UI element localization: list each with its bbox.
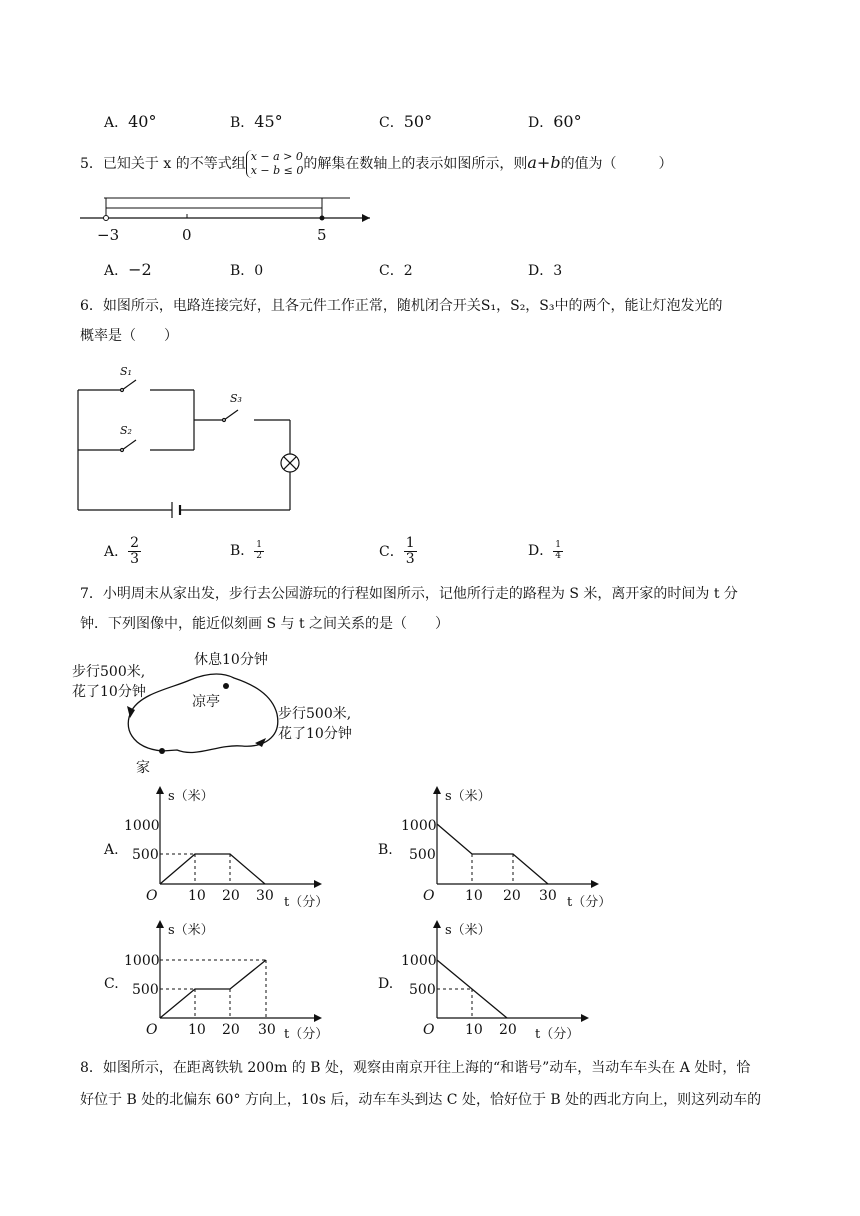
svg-text:t（分）: t（分）: [567, 895, 612, 910]
graph-a[interactable]: [118, 780, 338, 910]
svg-text:5: 5: [317, 226, 327, 244]
svg-text:20: 20: [222, 888, 240, 904]
svg-text:O: O: [423, 888, 435, 904]
svg-text:30: 30: [258, 1022, 276, 1038]
svg-text:10: 10: [188, 1022, 206, 1038]
q5-option-d[interactable]: D．3: [528, 263, 563, 279]
circuit-diagram: [76, 358, 306, 523]
svg-text:−3: −3: [97, 226, 120, 244]
svg-text:20: 20: [503, 888, 521, 904]
svg-text:500: 500: [409, 982, 436, 998]
svg-text:500: 500: [409, 847, 436, 863]
q4-option-b[interactable]: B．45°: [230, 112, 283, 131]
svg-text:O: O: [423, 1022, 435, 1038]
q8-stem-line2: 好位于 B 处的北偏东 60° 方向上，10s 后，动车车头到达 C 处，恰好位于 B 处的西北方向上，则这列动车的: [80, 1092, 762, 1108]
svg-text:1000: 1000: [401, 818, 437, 834]
q5-option-c[interactable]: C．2: [379, 263, 413, 279]
route-map: [72, 648, 372, 778]
svg-text:家: 家: [136, 760, 150, 776]
q4-option-a[interactable]: A．40°: [104, 112, 157, 131]
graph-a-label[interactable]: A.: [104, 842, 119, 858]
graph-d-label[interactable]: D.: [378, 976, 394, 992]
svg-text:凉亭: 凉亭: [192, 694, 220, 710]
svg-text:1000: 1000: [401, 953, 437, 969]
svg-text:S₃: S₃: [230, 392, 242, 405]
svg-text:s（米）: s（米）: [445, 923, 491, 938]
svg-text:花了10分钟: 花了10分钟: [72, 684, 146, 700]
svg-text:1000: 1000: [124, 818, 160, 834]
q6-option-a[interactable]: A． $\frac{2}{3}$: [104, 535, 140, 568]
number-line-figure: [80, 190, 380, 250]
svg-text:花了10分钟: 花了10分钟: [278, 726, 352, 742]
svg-text:步行500米,: 步行500米,: [72, 664, 146, 680]
q6-stem-line1: 6．如图所示，电路连接完好，且各元件工作正常，随机闭合开关S₁，S₂，S₃中的两个，能让灯泡发光的: [80, 298, 723, 314]
graph-c[interactable]: [118, 914, 338, 1042]
svg-text:30: 30: [256, 888, 274, 904]
graph-c-label[interactable]: C.: [104, 976, 119, 992]
svg-text:0: 0: [182, 226, 192, 244]
svg-text:S₁: S₁: [120, 365, 132, 378]
svg-text:20: 20: [222, 1022, 240, 1038]
q7-stem-line2: 钟．下列图像中，能近似刻画 S 与 t 之间关系的是（ ）: [80, 616, 450, 632]
svg-text:10: 10: [465, 1022, 483, 1038]
q8-stem-line1: 8．如图所示，在距离铁轨 200m 的 B 处，观察由南京开往上海的“和谐号”动车，当动车车头在 A 处时，恰: [80, 1060, 751, 1076]
q5-option-a[interactable]: A．−2: [104, 260, 152, 279]
q6-stem-line2: 概率是（ ）: [80, 328, 178, 344]
svg-text:20: 20: [499, 1022, 517, 1038]
q6-option-d[interactable]: D． $\frac{1}{4}$: [528, 539, 561, 561]
graph-b-label[interactable]: B.: [378, 842, 393, 858]
svg-text:S₂: S₂: [120, 424, 132, 437]
svg-text:O: O: [146, 1022, 158, 1038]
svg-text:10: 10: [465, 888, 483, 904]
svg-text:s（米）: s（米）: [168, 923, 214, 938]
q4-option-c[interactable]: C．50°: [379, 112, 433, 131]
q5-option-b[interactable]: B．0: [230, 263, 264, 279]
svg-text:t（分）: t（分）: [535, 1027, 580, 1042]
q5-stem: 5．已知关于 x 的不等式组 x − a > 0 x − b ≤ 0 的解集在数轴上的表示如图所示，则a+b的值为（ ）: [80, 150, 673, 177]
graph-b[interactable]: [395, 780, 615, 910]
q6-option-c[interactable]: C． $\frac{1}{3}$: [379, 535, 415, 568]
svg-text:O: O: [146, 888, 158, 904]
svg-text:休息10分钟: 休息10分钟: [194, 652, 268, 668]
q4-option-d[interactable]: D．60°: [528, 112, 582, 131]
q7-stem-line1: 7．小明周末从家出发，步行去公园游玩的行程如图所示，记他所行走的路程为 S 米，离开家的时间为 t 分: [80, 586, 738, 602]
graph-d[interactable]: [395, 914, 615, 1042]
svg-text:s（米）: s（米）: [168, 789, 214, 804]
svg-text:10: 10: [188, 888, 206, 904]
svg-text:步行500米,: 步行500米,: [278, 706, 352, 722]
inequality-system: x − a > 0 x − b ≤ 0: [246, 150, 304, 178]
svg-text:500: 500: [132, 847, 159, 863]
svg-text:s（米）: s（米）: [445, 789, 491, 804]
svg-text:30: 30: [539, 888, 557, 904]
q6-option-b[interactable]: B． $\frac{1}{2}$: [230, 539, 263, 561]
svg-text:t（分）: t（分）: [284, 895, 329, 910]
svg-text:t（分）: t（分）: [284, 1027, 329, 1042]
svg-text:500: 500: [132, 982, 159, 998]
svg-text:1000: 1000: [124, 953, 160, 969]
